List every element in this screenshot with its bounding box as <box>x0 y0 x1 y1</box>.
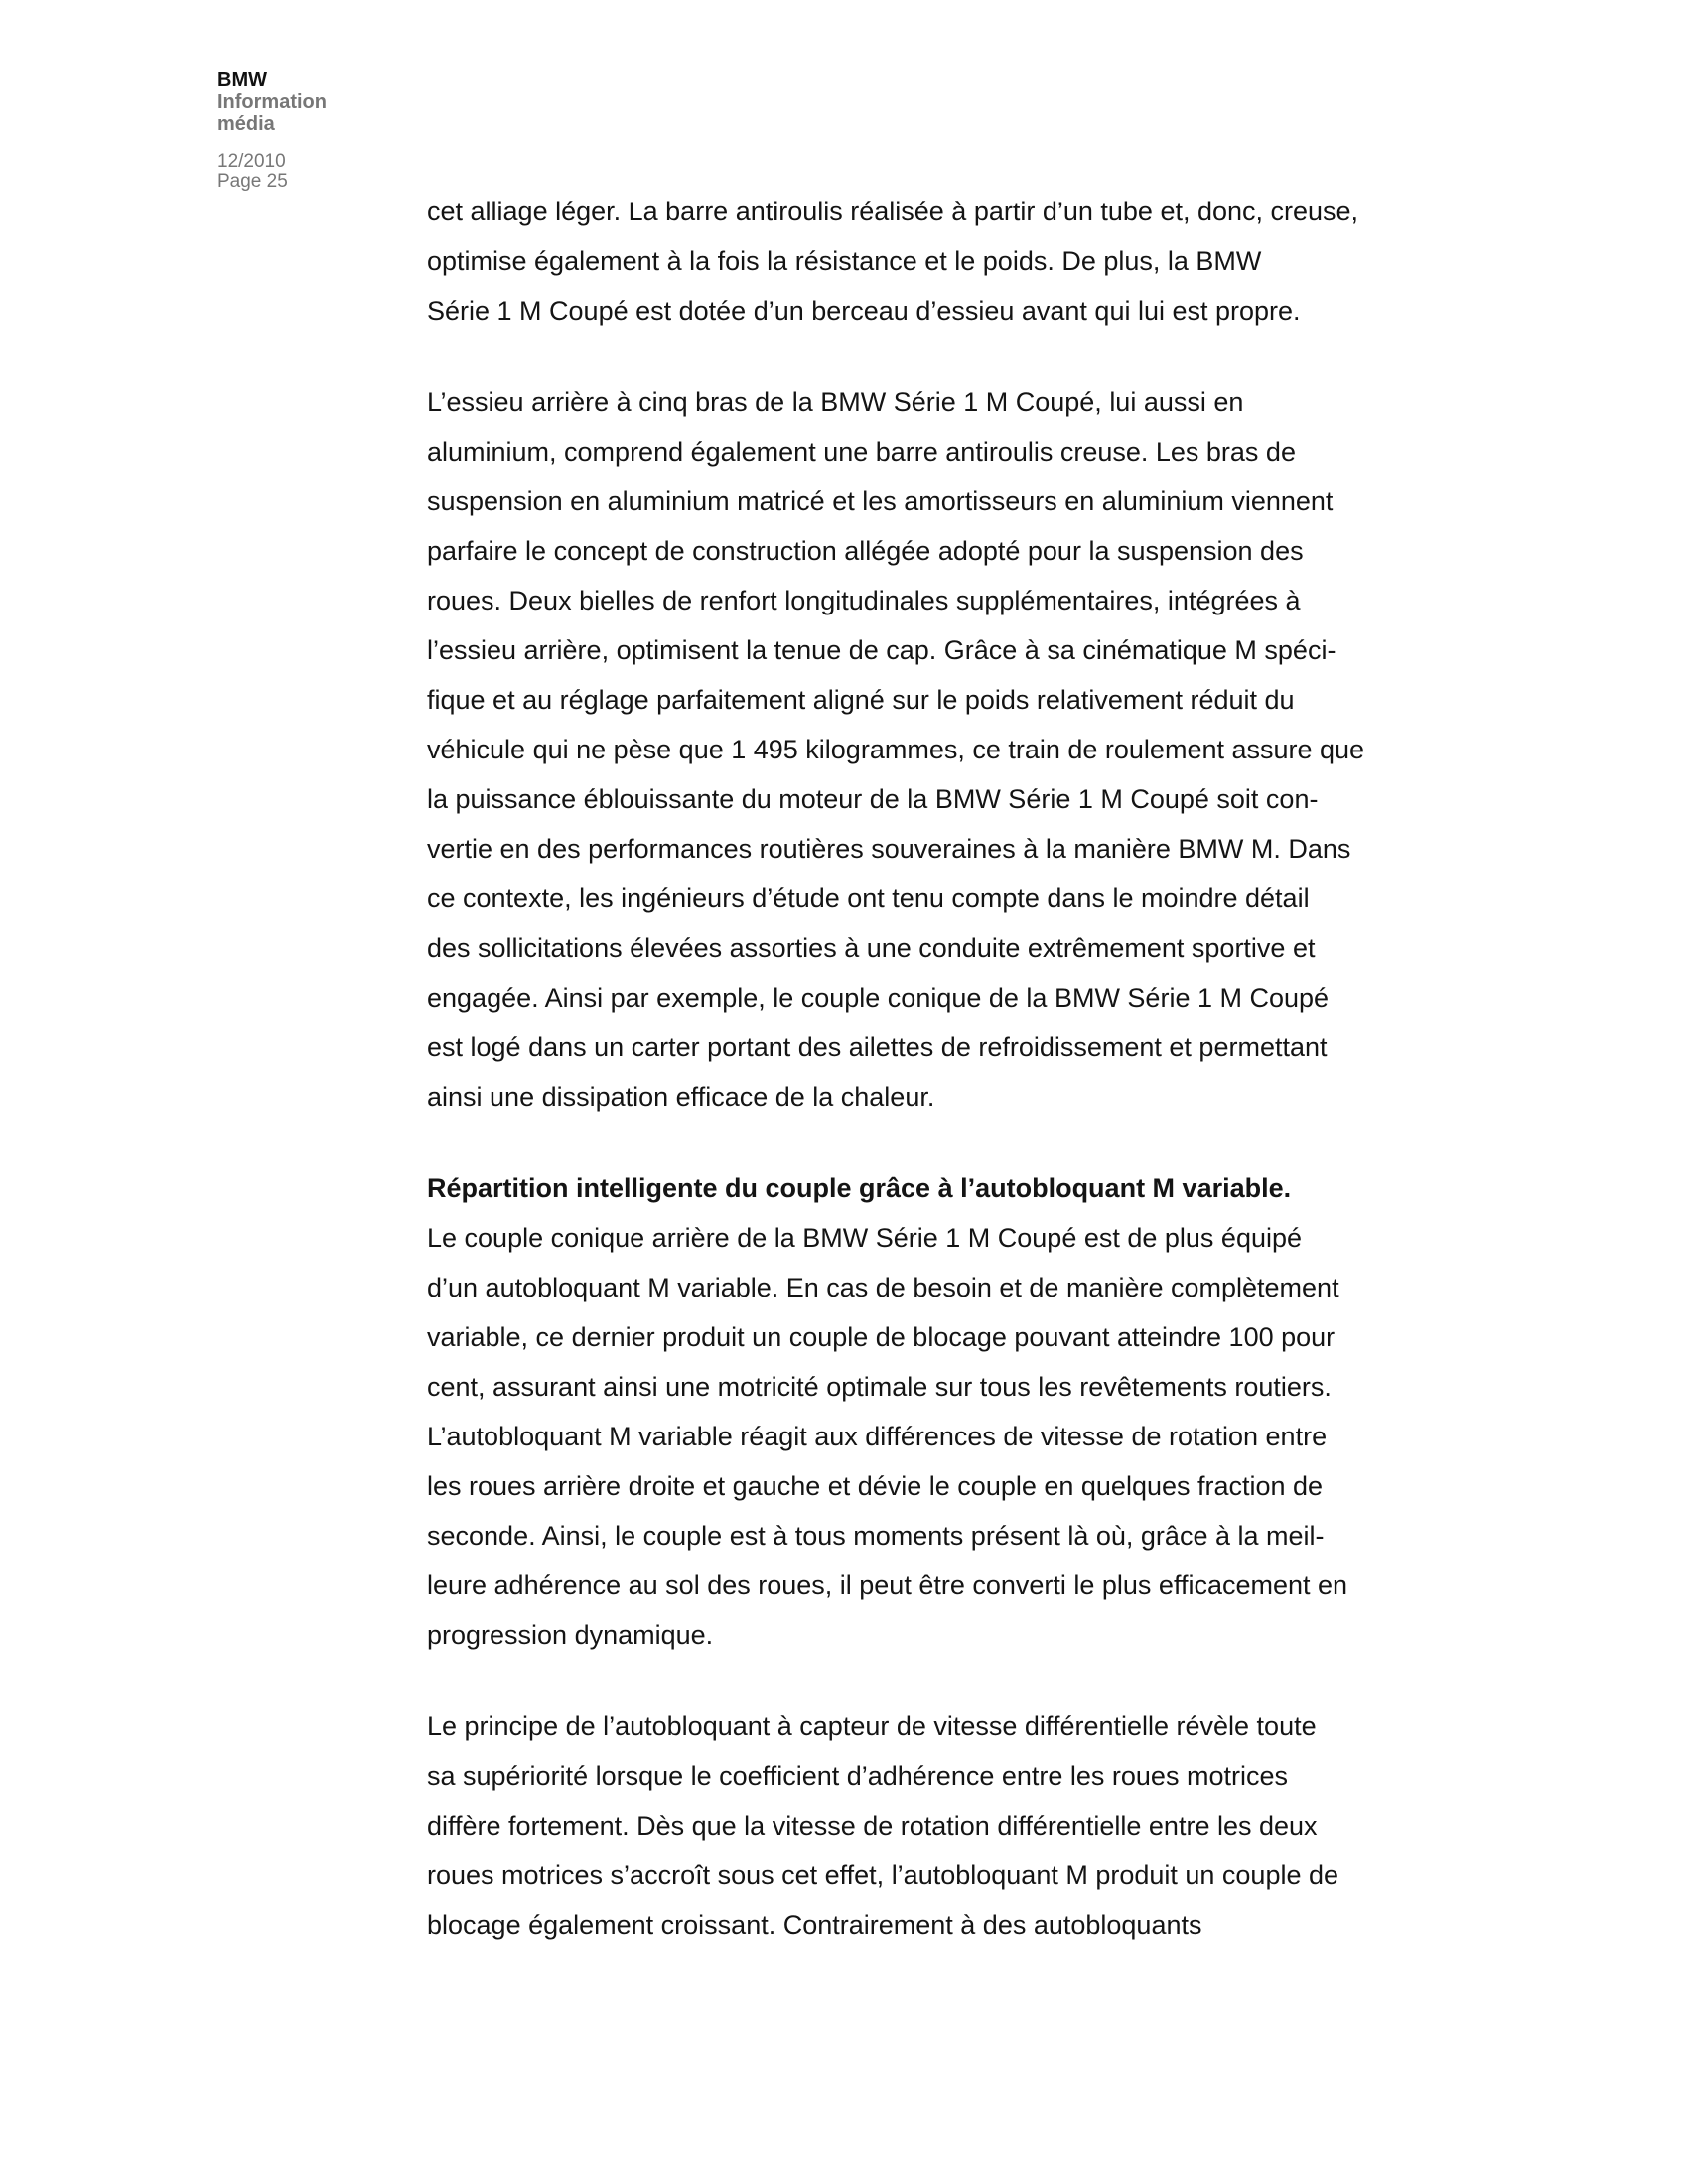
text-line: blocage également croissant. Contrairement à des autobloquants <box>427 1910 1202 1940</box>
text-line: aluminium, comprend également une barre antiroulis creuse. Les bras de <box>427 437 1296 467</box>
text-line: véhicule qui ne pèse que 1 495 kilogrammes, ce train de roulement assure que <box>427 735 1365 764</box>
text-line: progression dynamique. <box>427 1620 714 1650</box>
text-line: les roues arrière droite et gauche et dévie le couple en quelques fraction de <box>427 1471 1324 1501</box>
text-line: seconde. Ainsi, le couple est à tous moments présent là où, grâce à la meil- <box>427 1521 1325 1551</box>
text-line: Le couple conique arrière de la BMW Série 1 M Coupé est de plus équipé <box>427 1223 1303 1253</box>
text-line: variable, ce dernier produit un couple de blocage pouvant atteindre 100 pour <box>427 1322 1336 1352</box>
text-line: Le principe de l’autobloquant à capteur de vitesse différentielle révèle toute <box>427 1711 1317 1741</box>
text-line: Série 1 M Coupé est dotée d’un berceau d’essieu avant qui lui est propre. <box>427 296 1301 326</box>
brand-name: BMW <box>217 69 267 91</box>
page-number: Page 25 <box>217 171 288 192</box>
text-line: L’essieu arrière à cinq bras de la BMW Série 1 M Coupé, lui aussi en <box>427 387 1244 417</box>
text-line: leure adhérence au sol des roues, il peut être converti le plus efficacement en <box>427 1570 1348 1600</box>
paragraph <box>427 1702 1400 1950</box>
text-line: ainsi une dissipation efficace de la chaleur. <box>427 1082 935 1112</box>
text-line: roues motrices s’accroît sous cet effet, l’autobloquant M produit un couple de <box>427 1860 1339 1890</box>
text-line: ce contexte, les ingénieurs d’étude ont tenu compte dans le moindre détail <box>427 884 1310 913</box>
sidebar <box>217 69 416 192</box>
brand-subtitle-line2: média <box>217 113 275 135</box>
paragraph-spacer <box>427 1122 1400 1163</box>
text-line: engagée. Ainsi par exemple, le couple conique de la BMW Série 1 M Coupé <box>427 983 1330 1013</box>
text-line: cet alliage léger. La barre antiroulis réalisée à partir d’un tube et, donc, creuse, <box>427 197 1359 226</box>
text-line: fique et au réglage parfaitement aligné sur le poids relativement réduit du <box>427 685 1295 715</box>
document-body <box>427 187 1400 1950</box>
paragraph-spacer <box>427 1660 1400 1702</box>
text-line: des sollicitations élevées assorties à une conduite extrêmement sportive et <box>427 933 1316 963</box>
text-line: cent, assurant ainsi une motricité optimale sur tous les revêtements routiers. <box>427 1372 1332 1402</box>
paragraph <box>427 377 1400 1122</box>
text-line: l’essieu arrière, optimisent la tenue de cap. Grâce à sa cinématique M spéci- <box>427 635 1336 665</box>
text-line: la puissance éblouissante du moteur de la BMW Série 1 M Coupé soit con- <box>427 784 1319 814</box>
paragraph <box>427 1163 1400 1660</box>
text-line: d’un autobloquant M variable. En cas de besoin et de manière complètement <box>427 1273 1339 1302</box>
text-line: est logé dans un carter portant des ailettes de refroidissement et permettant <box>427 1032 1328 1062</box>
paragraph-spacer <box>427 336 1400 377</box>
text-line: diffère fortement. Dès que la vitesse de rotation différentielle entre les deux <box>427 1811 1318 1841</box>
paragraph <box>427 187 1400 336</box>
document-date: 12/2010 <box>217 151 286 172</box>
text-line: optimise également à la fois la résistance et le poids. De plus, la BMW <box>427 246 1262 276</box>
brand-subtitle-line1: Information <box>217 91 327 113</box>
text-line: L’autobloquant M variable réagit aux différences de vitesse de rotation entre <box>427 1422 1328 1451</box>
text-line: parfaire le concept de construction allégée adopté pour la suspension des <box>427 536 1304 566</box>
text-line: suspension en aluminium matricé et les amortisseurs en aluminium viennent <box>427 486 1334 516</box>
text-line: sa supériorité lorsque le coefficient d’adhérence entre les roues motrices <box>427 1761 1288 1791</box>
section-heading: Répartition intelligente du couple grâce à l’autobloquant M variable. <box>427 1173 1292 1203</box>
text-line: vertie en des performances routières souveraines à la manière BMW M. Dans <box>427 834 1351 864</box>
text-line: roues. Deux bielles de renfort longitudinales supplémentaires, intégrées à <box>427 586 1301 615</box>
